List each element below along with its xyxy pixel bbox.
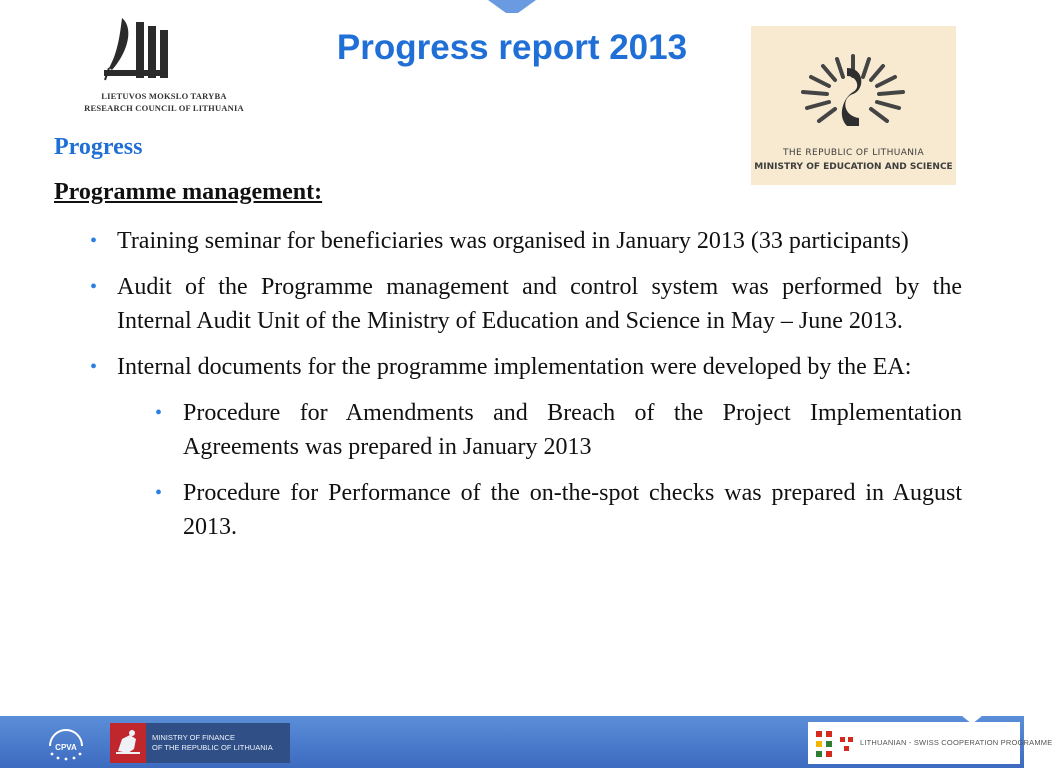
ministry-education-logo — [751, 26, 956, 185]
bullet-text: Audit of the Programme management and control system was performed by the Internal Audit Unit of the Ministry of Education and Science in May – June 2013. — [117, 274, 962, 334]
sub-bullet-text: Procedure for Amendments and Breach of the Project Implementation Agreements was prepared in January 2013 — [183, 400, 962, 460]
bullet-dot-icon: • — [90, 276, 98, 298]
sub-bullet-item — [155, 476, 962, 544]
page-title: Progress report 2013 — [336, 28, 688, 67]
ministry-country-label: THE REPUBLIC OF LITHUANIA — [782, 148, 925, 158]
cpva-label: CPVA — [55, 743, 77, 752]
footer-bar — [0, 716, 1052, 768]
top-tab-marker — [488, 0, 536, 14]
bullet-item — [90, 270, 962, 338]
research-council-en-name: RESEARCH COUNCIL OF LITHUANIA — [84, 103, 244, 113]
bullet-list — [90, 224, 962, 544]
ministry-emblem-icon — [791, 46, 916, 141]
bullet-item — [90, 224, 962, 258]
bullet-dot-icon: • — [90, 230, 98, 252]
ministry-name-label: MINISTRY OF EDUCATION AND SCIENCE — [754, 162, 953, 172]
research-council-lt-name: LIETUVOS MOKSLO TARYBA — [101, 91, 227, 101]
bullet-text: Training seminar for beneficiaries was organised in January 2013 (33 participants) — [117, 228, 909, 254]
book-quill-icon — [94, 14, 174, 84]
sub-bullet-list — [155, 396, 962, 544]
section-label: Progress — [54, 134, 143, 160]
bullet-dot-icon: • — [90, 356, 98, 378]
ministry-finance-line1: MINISTRY OF FINANCE — [152, 733, 236, 742]
programme-label: LITHUANIAN - SWISS COOPERATION PROGRAMME — [860, 738, 1052, 747]
sub-bullet-item — [155, 396, 962, 464]
lithuanian-swiss-programme-logo — [808, 722, 1052, 764]
cpva-logo-icon — [44, 724, 88, 762]
research-council-logo — [64, 14, 264, 118]
programme-squares-icon — [816, 731, 854, 757]
bullet-dot-icon: • — [155, 402, 163, 424]
bullet-item — [90, 350, 962, 544]
bullet-dot-icon: • — [155, 482, 163, 504]
coat-of-arms-icon — [110, 723, 146, 763]
bullet-text: Internal documents for the programme implementation were developed by the EA: — [117, 354, 912, 380]
subheading: Programme management: — [54, 179, 323, 205]
ministry-finance-logo — [110, 723, 290, 763]
sub-bullet-text: Procedure for Performance of the on-the-spot checks was prepared in August 2013. — [183, 480, 962, 540]
ministry-finance-line2: OF THE REPUBLIC OF LITHUANIA — [152, 743, 273, 752]
